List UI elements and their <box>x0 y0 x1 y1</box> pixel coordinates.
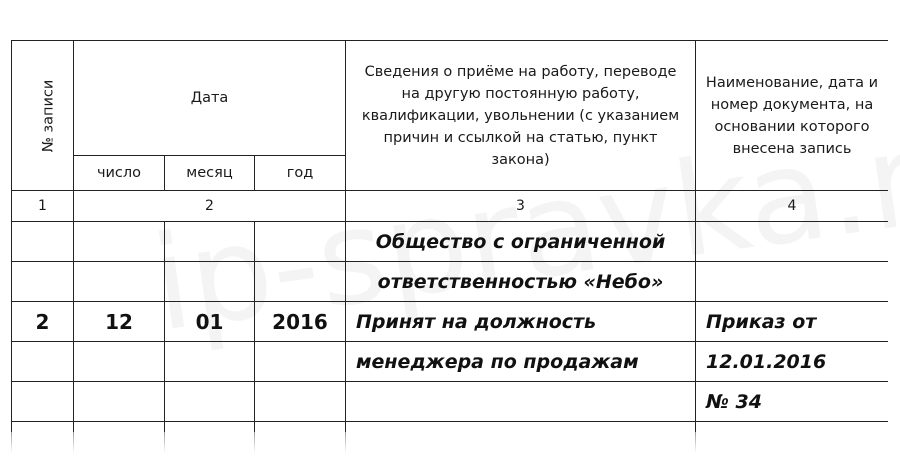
table-row <box>12 262 889 302</box>
header-date: Дата <box>74 41 346 156</box>
company-name-line-1: Общество с ограниченной <box>346 222 696 262</box>
column-number-2: 2 <box>74 191 346 222</box>
header-record-number <box>12 41 74 191</box>
entry-document-line-1: Приказ от <box>696 302 888 342</box>
table-row <box>12 302 889 342</box>
table-row <box>12 422 889 462</box>
table-row <box>12 382 889 422</box>
entry-text-line-2: менеджера по продажам <box>346 342 696 382</box>
column-number-3: 3 <box>346 191 696 222</box>
column-numbers-row <box>12 191 889 222</box>
header-month: месяц <box>165 156 255 191</box>
entry-text-line-1: Принят на должность <box>346 302 696 342</box>
table-row <box>12 222 889 262</box>
header-day: число <box>74 156 165 191</box>
entry-year: 2016 <box>255 302 346 342</box>
company-name-line-2: ответственностью «Небо» <box>346 262 696 302</box>
labor-book-table <box>11 40 888 462</box>
header-document: Наименование, дата и номер документа, на основании которого внесена запись <box>696 41 888 191</box>
header-year: год <box>255 156 346 191</box>
header-record-number-label: № записи <box>40 79 57 152</box>
table-row <box>12 342 889 382</box>
header-info: Сведения о приёме на работу, переводе на другую постоянную работу, квалификации, увольнении (с указанием причин и ссылкой на статью, пункт закона) <box>346 41 696 191</box>
labor-book-table-wrapper <box>11 40 888 467</box>
entry-document-line-3: № 34 <box>696 382 888 422</box>
entry-number: 2 <box>12 302 74 342</box>
entry-document-line-2: 12.01.2016 <box>696 342 888 382</box>
entry-day: 12 <box>74 302 165 342</box>
column-number-4: 4 <box>696 191 888 222</box>
entry-month: 01 <box>165 302 255 342</box>
column-number-1: 1 <box>12 191 74 222</box>
